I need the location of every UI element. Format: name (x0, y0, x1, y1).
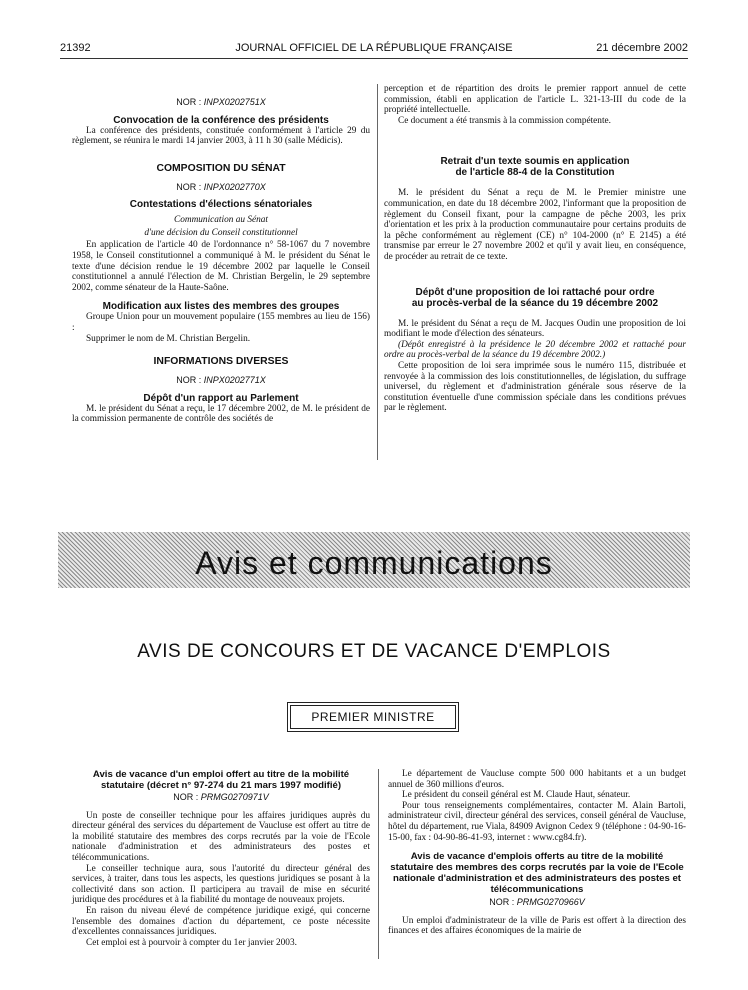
column-divider (378, 769, 379, 959)
retrait-heading: de l'article 88-4 de la Constitution (455, 167, 615, 179)
vaucluse-paragraph: Pour tous renseignements complémentaires, contacter M. Alain Bartoli, administrateur civil, directeur général des services, conseil général de Vaucluse, hôtel du département, rue Viala, 84909 Avignon Cedex 9 (téléphone : 04-90-16-15-00, fax : 04-90-86-41-93, internet : www.cg84.fr). (388, 800, 686, 843)
nor-reference (72, 182, 370, 193)
groupe-paragraph: Groupe Union pour un mouvement populaire (155 membres au lieu de 156) : (72, 312, 370, 333)
journal-title: JOURNAL OFFICIEL DE LA RÉPUBLIQUE FRANÇAISE (235, 42, 513, 54)
convocation-paragraph: La conférence des présidents, constituée conformément à l'article 29 du règlement, se réunira le mardi 14 janvier 2003, à 11 h 30 (salle Médicis). (72, 125, 370, 147)
left-column-top (72, 89, 370, 425)
nor-reference (72, 792, 370, 803)
communication-subheading: Communication au Sénat (174, 215, 268, 226)
right-column-bottom (388, 769, 686, 937)
vaucluse-paragraph: Le président du conseil général est M. Claude Haut, sénateur. (402, 790, 631, 801)
avis2-heading: Avis de vacance d'emplois offerts au titre de la mobilité statutaire des membres des corps recrutés par la voie de l'Ecole nationale d'administration et des administrateurs des postes et télécommunications (390, 851, 684, 896)
right-column-top (384, 84, 686, 414)
nor-reference (72, 375, 370, 386)
nor-code: PRMG0270966V (516, 897, 585, 908)
retrait-heading: Retrait d'un texte soumis en application (440, 156, 630, 168)
avis-paragraph: Un poste de conseiller technique pour les affaires juridiques auprès du directeur général des services du département de Vaucluse est offert au titre de la mobilité statutaire des membres des corps recrutés par la voie de l'Ecole nationale d'administration et des administrateurs des postes et télécommunications. (72, 810, 370, 863)
left-column-bottom (72, 769, 370, 948)
nor-label: NOR : (489, 897, 515, 908)
retrait-paragraph: M. le président du Sénat a reçu de M. le Premier ministre une communication, en date du 18 décembre 2002, l'informant que la proposition de règlement du Conseil fixant, pour la campagne de pêche 2003, les prix d'orientation et les prix à la production communautaire pour certains produits de la pêche conformément au règlement (CE) n° 104-2000 (n° E 2145) a été transmise par erreur le 27 novembre 2002 et qu'il y avait lieu, en conséquence, de procéder au retrait de ce texte. (384, 188, 686, 262)
avis-heading: Avis de vacance d'un emploi offert au titre de la mobilité statutaire (décret n° 97-274 du 21 mars 1997 modifié) (92, 769, 350, 791)
nor-label: NOR : (173, 792, 199, 802)
supprimer-paragraph: Supprimer le nom de M. Christian Bergelin. (86, 333, 251, 344)
avis-paragraph: Cet emploi est à pourvoir à compter du 1er janvier 2003. (86, 937, 297, 948)
transmis-paragraph: Ce document a été transmis à la commission compétente. (398, 115, 611, 126)
avis2-paragraph: Un emploi d'administrateur de la ville de Paris est offert à la direction des finances et des affaires économiques de la mairie de (388, 915, 686, 937)
avis-paragraph: En raison du niveau élevé de compétence juridique exigé, qui concerne l'ensemble des domaines d'action du département, ce poste nécessite d'excellentes connaissances juridiques. (72, 905, 370, 938)
page-header (60, 40, 688, 59)
proposition-heading: Dépôt d'une proposition de loi rattaché pour ordre (415, 286, 655, 298)
vaucluse-paragraph: Le département de Vaucluse compte 500 000 habitants et a un budget annuel de 360 millions d'euros. (388, 769, 686, 790)
modification-heading: Modification aux listes des membres des groupes (102, 301, 340, 313)
contestations-heading: Contestations d'élections sénatoriales (129, 199, 313, 211)
issue-date: 21 décembre 2002 (596, 42, 688, 54)
nor-reference (72, 97, 370, 108)
proposition-paragraph: M. le président du Sénat a reçu de M. Jacques Oudin une proposition de loi modifiant le mode d'élection des sénateurs. (384, 318, 686, 340)
informations-heading: INFORMATIONS DIVERSES (153, 356, 289, 368)
convocation-heading: Convocation de la conférence des présidents (113, 114, 329, 126)
proposition-paragraph: Cette proposition de loi sera imprimée sous le numéro 115, distribuée et renvoyée à la commission des lois constitutionnelles, de législation, du suffrage universel, du règlement et d'administration générale sous réserve de la constitution éventuelle d'une commission spéciale dans les conditions prévues par le règlement. (384, 360, 686, 414)
nor-label: NOR : (176, 97, 202, 107)
nor-code: INPX0202770X (203, 181, 266, 192)
banner-title: Avis et communications (195, 545, 553, 581)
depot-rapport-heading: Dépôt d'un rapport au Parlement (143, 392, 299, 404)
communication-subheading: d'une décision du Conseil constitutionnel (144, 227, 298, 238)
continuation-paragraph: perception et de répartition des droits le premier rapport annuel de cette commission, établi en application de l'article L. 321-13-III du code de la propriété intellectuelle. (384, 84, 686, 116)
nor-label: NOR : (176, 375, 202, 386)
page-number: 21392 (60, 42, 91, 54)
nor-label: NOR : (176, 181, 202, 192)
nor-code: PRMG0270971V (200, 792, 269, 802)
composition-heading: COMPOSITION DU SÉNAT (156, 162, 286, 174)
nor-code: INPX0202751X (203, 97, 266, 107)
ministry-box: PREMIER MINISTRE (290, 705, 456, 729)
column-divider (377, 84, 378, 460)
section-title: AVIS DE CONCOURS ET DE VACANCE D'EMPLOIS (137, 641, 611, 662)
nor-code: INPX0202771X (203, 375, 266, 386)
contestations-paragraph: En application de l'article 40 de l'ordonnance n° 58-1067 du 7 novembre 1958, le Conseil constitutionnel a communiqué à M. le président du Sénat le texte d'une décision rendue le 19 décembre 2002 par laquelle le Conseil constitutionnel a annulé l'élection de M. Christian Bergelin, le 29 septembre 2002, comme sénateur de la Haute-Saône. (72, 240, 370, 293)
proposition-note: (Dépôt enregistré à la présidence le 20 décembre 2002 et rattaché pour ordre au procès-verbal de la séance du 19 décembre 2002.) (384, 339, 686, 361)
avis-paragraph: Le conseiller technique aura, sous l'autorité du directeur général des services, à traiter, dans tous les aspects, les questions juridiques se posant à la collectivité dans son action. Il participera au travail de mise en sécurité juridique des procédures et à la fiabilité du montage de nouveaux projets. (72, 863, 370, 906)
depot-rapport-paragraph: M. le président du Sénat a reçu, le 17 décembre 2002, de M. le président de la commission permanente de contrôle des sociétés de (72, 403, 370, 425)
nor-reference (388, 897, 686, 908)
section-banner (58, 532, 690, 588)
proposition-heading: au procès-verbal de la séance du 19 décembre 2002 (411, 297, 659, 309)
